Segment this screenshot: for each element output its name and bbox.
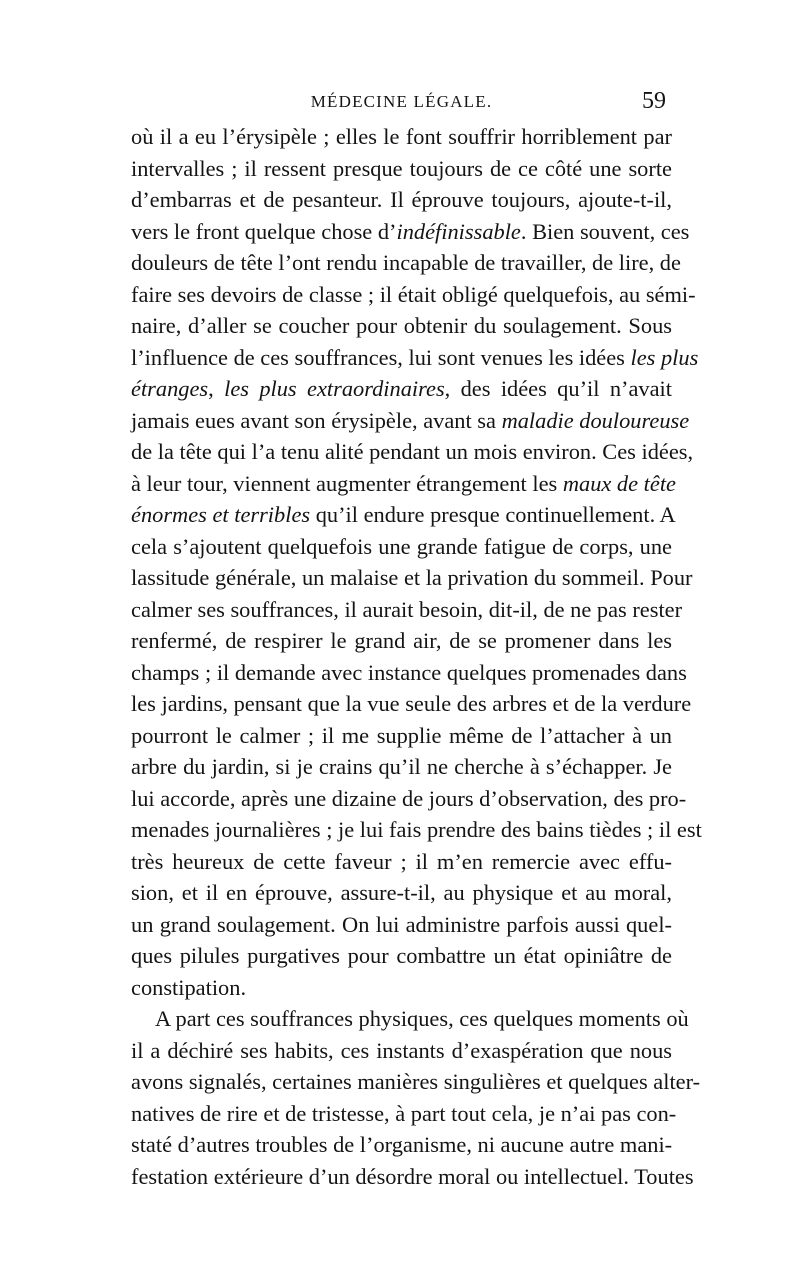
text-run: sion, et il en éprouve, assure-t-il, au physique et au moral,: [131, 880, 672, 905]
text-run: qu’il endure presque continuellement. A: [310, 502, 676, 527]
text-line: [131, 688, 692, 720]
text-line: [131, 625, 672, 657]
text-line: [131, 436, 694, 468]
text-run: faire ses devoirs de classe ; il était obligé quelquefois, au sémi-: [131, 281, 696, 307]
text-line: [131, 594, 683, 626]
text-line: [131, 814, 702, 846]
italic-run: maux de tête: [562, 470, 676, 496]
running-head: [131, 88, 672, 118]
text-line: [131, 751, 672, 783]
text-run: avons signalés, certaines manières singulières et quelques alter-: [131, 1069, 701, 1094]
text-line: [131, 1129, 672, 1161]
text-run: très heureux de cette faveur ; il m’en remercie avec effu-: [131, 848, 672, 874]
text-line: [131, 1035, 672, 1067]
body-text: [131, 121, 702, 1192]
text-run: ,: [208, 376, 225, 401]
text-line: [131, 562, 693, 594]
text-line: [131, 846, 672, 878]
text-run: douleurs de tête l’ont rendu incapable de travailler, de lire, de: [131, 250, 681, 275]
text-run: staté d’autres troubles de l’organisme, ni aucune autre mani-: [131, 1132, 673, 1157]
text-line: [131, 1003, 689, 1035]
text-line: [131, 940, 672, 972]
text-line: [131, 373, 672, 405]
text-run: naire, d’aller se coucher pour obtenir du soulagement. Sous: [131, 313, 672, 338]
text-line: [131, 153, 672, 185]
text-line: [131, 468, 676, 500]
text-run: champs ; il demande avec instance quelques promenades dans: [131, 659, 687, 685]
text-run: jamais eues avant son érysipèle, avant sa: [131, 407, 502, 433]
text-run: calmer ses souffrances, il aurait besoin, dit-il, de ne pas rester: [131, 596, 683, 622]
italic-run: les plus extraordinaires: [224, 376, 445, 401]
italic-run: étranges: [131, 376, 209, 401]
text-line: [131, 310, 672, 342]
text-run: constipation.: [131, 974, 247, 1000]
italic-run: énormes et terribles: [131, 502, 311, 527]
text-line: [131, 531, 672, 563]
text-line: [131, 279, 696, 311]
text-line: [131, 247, 681, 279]
text-run: menades journalières ; je lui fais prendre des bains tièdes ; il est: [131, 817, 702, 842]
text-run: , des idées qu’il n’avait: [444, 376, 672, 401]
text-line: [131, 657, 687, 689]
page-number: 59: [642, 88, 666, 114]
text-run: pourront le calmer ; il me supplie même de l’attacher à un: [131, 722, 672, 748]
text-run: A part ces souffrances physiques, ces quelques moments où: [155, 1006, 689, 1031]
italic-run: maladie douloureuse: [501, 407, 690, 433]
text-line: [131, 121, 672, 153]
text-run: festation extérieure d’un désordre moral ou intellectuel. Toutes: [131, 1163, 694, 1189]
running-title: MÉDECINE LÉGALE.: [310, 92, 493, 111]
italic-run: les plus: [630, 344, 699, 370]
text-line: [131, 1098, 677, 1130]
text-line: [131, 909, 672, 941]
paragraph: [131, 121, 702, 1003]
text-line: [131, 783, 687, 815]
text-line: [131, 877, 672, 909]
text-run: où il a eu l’érysipèle ; elles le font souffrir horriblement par: [131, 124, 672, 149]
text-run: . Bien souvent, ces: [520, 218, 690, 244]
text-run: d’embarras et de pesanteur. Il éprouve toujours, ajoute-t-il,: [131, 187, 672, 212]
text-run: natives de rire et de tristesse, à part tout cela, je n’ai pas con-: [131, 1100, 677, 1126]
text-line: [131, 342, 699, 374]
text-line: [131, 184, 672, 216]
text-line: [131, 1066, 701, 1098]
text-run: renfermé, de respirer le grand air, de se promener dans les: [131, 628, 672, 653]
text-run: à leur tour, viennent augmenter étrangement les: [131, 470, 563, 496]
text-run: les jardins, pensant que la vue seule des arbres et de la verdure: [131, 691, 692, 716]
text-run: intervalles ; il ressent presque toujours de ce côté une sorte: [131, 155, 672, 181]
text-run: lui accorde, après une dizaine de jours d’observation, des pro-: [131, 785, 687, 811]
text-line: [131, 499, 676, 531]
text-run: ques pilules purgatives pour combattre un état opiniâtre de: [131, 943, 672, 968]
text-line: [131, 972, 672, 1004]
text-run: lassitude générale, un malaise et la privation du sommeil. Pour: [131, 565, 693, 590]
text-line: [131, 1161, 694, 1193]
text-run: un grand soulagement. On lui administre parfois aussi quel-: [131, 911, 672, 937]
italic-run: indéfinissable: [396, 218, 521, 244]
text-run: cela s’ajoutent quelquefois une grande fatigue de corps, une: [131, 533, 672, 559]
text-line: [131, 216, 690, 248]
text-run: vers le front quelque chose d’: [131, 218, 397, 244]
text-run: l’influence de ces souffrances, lui sont venues les idées: [131, 344, 631, 370]
text-run: il a déchiré ses habits, ces instants d’exaspération que nous: [131, 1037, 672, 1063]
text-line: [131, 405, 690, 437]
text-line: [131, 720, 672, 752]
paragraph: [131, 1003, 701, 1192]
text-run: de la tête qui l’a tenu alité pendant un mois environ. Ces idées,: [131, 439, 694, 464]
text-run: arbre du jardin, si je crains qu’il ne cherche à s’échapper. Je: [131, 754, 672, 779]
